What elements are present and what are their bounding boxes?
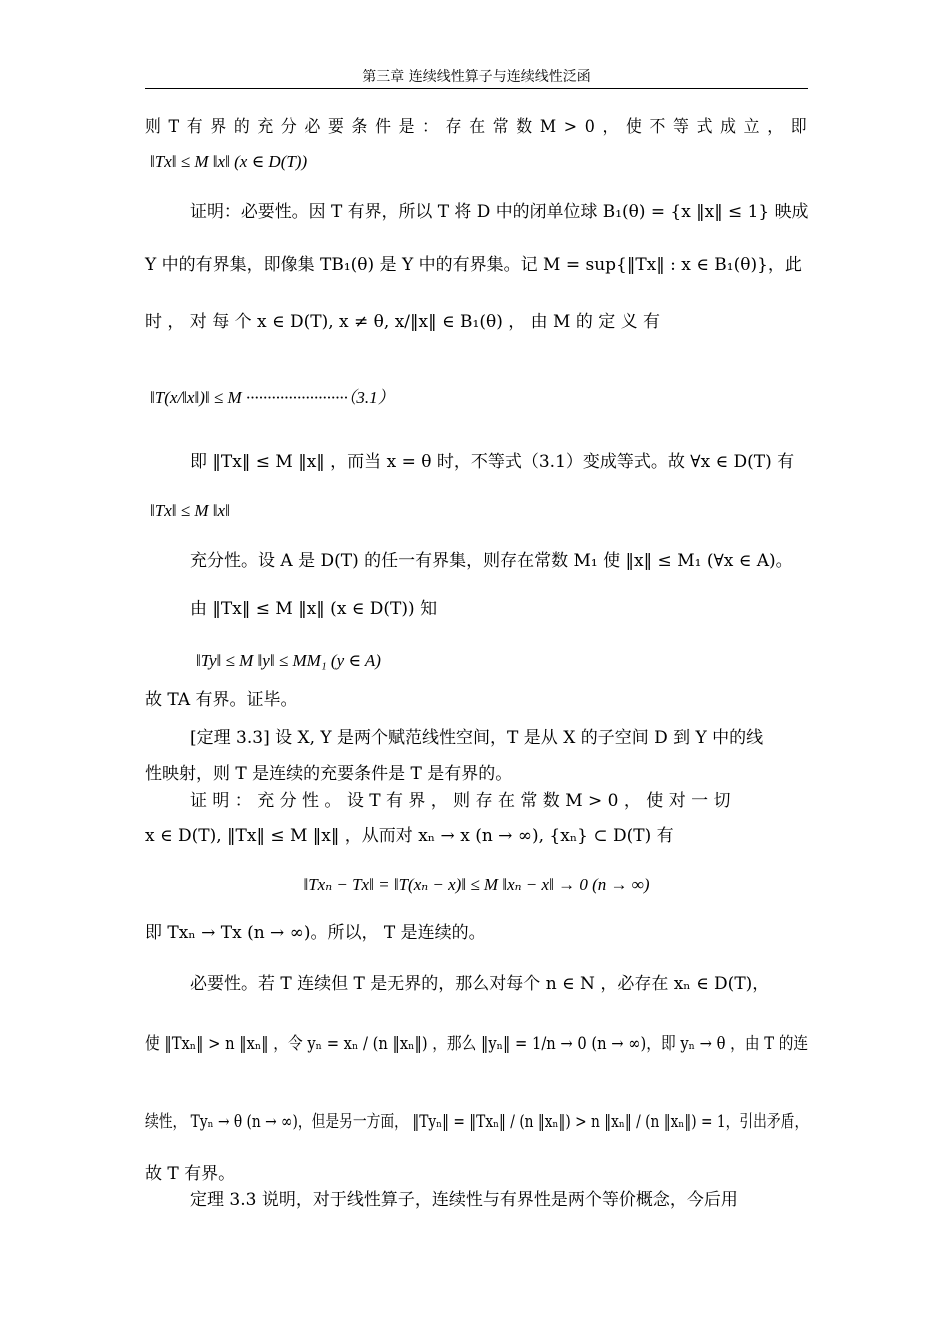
body-line: Y 中的有界集，即像集 TB₁(θ) 是 Y 中的有界集。记 M = sup{‖Tx‖ : x ∈ B₁(θ)}，此 — [145, 255, 802, 275]
body-line: 证明：必要性。因 T 有界，所以 T 将 D 中的闭单位球 B₁(θ) = {x ‖x‖ ≤ 1} 映成 — [190, 202, 809, 222]
running-header: 第三章 连续线性算子与连续线性泛函 — [362, 69, 591, 85]
body-line: 故 TA 有界。证毕。 — [145, 690, 298, 710]
theorem-3-3-statement: [定理 3.3] 设 X, Y 是两个赋范线性空间，T 是从 X 的子空间 D 到 Y 中的线 — [190, 728, 764, 748]
body-line: 时 ， 对 每 个 x ∈ D(T), x ≠ θ, x/‖x‖ ∈ B₁(θ) ， 由 M 的 定 义 有 — [145, 312, 661, 332]
body-line: 即 Txₙ → Tx (n → ∞)。所以， T 是连续的。 — [145, 923, 486, 943]
equation-line: ‖Txₙ − Tx‖ = ‖T(xₙ − x)‖ ≤ M ‖xₙ − x‖ → 0 (n → ∞) — [303, 875, 650, 894]
header-rule — [145, 88, 808, 89]
equation-3-1: ‖T(x/‖x‖)‖ ≤ M ························（3.1） — [150, 388, 395, 407]
equation-line: ‖Tx‖ ≤ M ‖x‖ — [150, 501, 230, 520]
body-line: 证 明 ： 充 分 性 。 设 T 有 界 ， 则 存 在 常 数 M > 0 ， 使 对 一 切 — [190, 791, 731, 811]
body-line: 使 ‖Txₙ‖ > n ‖xₙ‖ ，令 yₙ = xₙ / (n ‖xₙ‖) ，那么 ‖yₙ‖ = 1/n → 0 (n → ∞)，即 yₙ → θ ，由 T 的连 — [145, 1034, 809, 1054]
body-line: 定理 3.3 说明，对于线性算子，连续性与有界性是两个等价概念，今后用 — [190, 1190, 738, 1210]
body-line: 由 ‖Tx‖ ≤ M ‖x‖ (x ∈ D(T)) 知 — [190, 599, 438, 619]
body-line: 则 T 有 界 的 充 分 必 要 条 件 是 ： 存 在 常 数 M > 0 ， 使 不 等 式 成 立 ， 即 — [145, 117, 808, 137]
body-line: 必要性。若 T 连续但 T 是无界的，那么对每个 n ∈ N ，必存在 xₙ ∈ D(T)， — [190, 974, 770, 994]
body-line: 续性， Tyₙ → θ (n → ∞)，但是另一方面， ‖Tyₙ‖ = ‖Txₙ‖ / (n ‖xₙ‖) > n ‖xₙ‖ / (n ‖xₙ‖) = 1，引出矛盾， — [145, 1112, 809, 1132]
body-line: 即 ‖Tx‖ ≤ M ‖x‖ ，而当 x = θ 时，不等式（3.1）变成等式。故 ∀x ∈ D(T) 有 — [190, 452, 795, 472]
body-line: 充分性。设 A 是 D(T) 的任一有界集，则存在常数 M₁ 使 ‖x‖ ≤ M₁ (∀x ∈ A)。 — [190, 551, 793, 571]
body-line: 性映射，则 T 是连续的充要条件是 T 是有界的。 — [145, 764, 513, 784]
equation-line: ‖Tx‖ ≤ M ‖x‖ (x ∈ D(T)) — [150, 152, 308, 171]
equation-line: ‖Ty‖ ≤ M ‖y‖ ≤ MM₁ (y ∈ A) — [196, 651, 381, 670]
body-line: x ∈ D(T), ‖Tx‖ ≤ M ‖x‖ ，从而对 xₙ → x (n → ∞), {xₙ} ⊂ D(T) 有 — [145, 826, 674, 846]
body-line: 故 T 有界。 — [145, 1164, 236, 1184]
